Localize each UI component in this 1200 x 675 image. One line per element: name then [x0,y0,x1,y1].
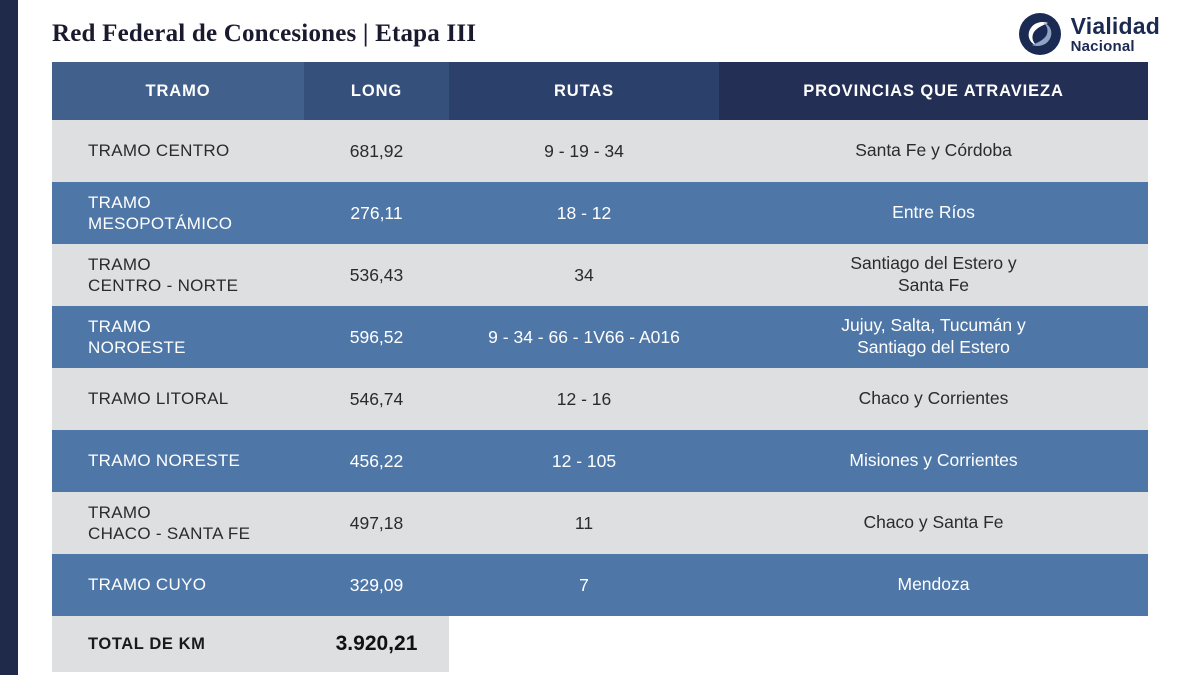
total-value: 3.920,21 [304,616,449,672]
table-total-row [52,616,1148,672]
column-header-tramo: TRAMO [52,62,304,120]
column-header-rutas: RUTAS [449,62,719,120]
table-row [52,182,1148,244]
table-body [52,120,1148,672]
cell-rutas: 11 [449,492,719,554]
cell-tramo: TRAMO LITORAL [52,368,304,430]
logo-line-1: Vialidad [1070,12,1160,39]
logo-line-2: Nacional [1070,37,1135,55]
vialidad-swirl-icon [1018,12,1062,56]
cell-rutas: 7 [449,554,719,616]
total-label: TOTAL DE KM [52,616,304,672]
left-accent-bar [0,0,18,675]
vialidad-nacional-logo [1018,12,1160,56]
concessions-table [52,62,1148,672]
table-header [52,62,1148,120]
cell-long: 497,18 [304,492,449,554]
cell-provincias: Santa Fe y Córdoba [719,120,1148,182]
cell-provincias: Entre Ríos [719,182,1148,244]
cell-long: 329,09 [304,554,449,616]
cell-provincias: Chaco y Corrientes [719,368,1148,430]
cell-provincias: Santiago del Estero y Santa Fe [719,244,1148,306]
cell-provincias: Chaco y Santa Fe [719,492,1148,554]
cell-rutas: 9 - 19 - 34 [449,120,719,182]
cell-rutas: 12 - 105 [449,430,719,492]
cell-tramo: TRAMO MESOPOTÁMICO [52,182,304,244]
cell-tramo: TRAMO NOROESTE [52,306,304,368]
cell-long: 456,22 [304,430,449,492]
cell-tramo: TRAMO CENTRO - NORTE [52,244,304,306]
table-row [52,554,1148,616]
cell-provincias: Mendoza [719,554,1148,616]
cell-tramo: TRAMO NORESTE [52,430,304,492]
table-row [52,120,1148,182]
cell-rutas: 9 - 34 - 66 - 1V66 - A016 [449,306,719,368]
cell-tramo: TRAMO CHACO - SANTA FE [52,492,304,554]
cell-tramo: TRAMO CUYO [52,554,304,616]
cell-long: 536,43 [304,244,449,306]
column-header-provincias: PROVINCIAS QUE ATRAVIEZA [719,62,1148,120]
cell-long: 681,92 [304,120,449,182]
cell-provincias: Misiones y Corrientes [719,430,1148,492]
cell-rutas: 12 - 16 [449,368,719,430]
table-row [52,244,1148,306]
total-blank-cell [719,616,1148,672]
total-blank-cell [449,616,719,672]
slide-header [52,12,1160,56]
table-row [52,368,1148,430]
cell-rutas: 18 - 12 [449,182,719,244]
cell-provincias: Jujuy, Salta, Tucumán y Santiago del Estero [719,306,1148,368]
cell-rutas: 34 [449,244,719,306]
logo-wordmark [1070,12,1160,55]
table-header-row [52,62,1148,120]
cell-long: 546,74 [304,368,449,430]
column-header-long: LONG [304,62,449,120]
table-row [52,306,1148,368]
table-row [52,430,1148,492]
page-title: Red Federal de Concesiones | Etapa III [52,20,477,47]
cell-long: 276,11 [304,182,449,244]
table-row [52,492,1148,554]
cell-long: 596,52 [304,306,449,368]
cell-tramo: TRAMO CENTRO [52,120,304,182]
